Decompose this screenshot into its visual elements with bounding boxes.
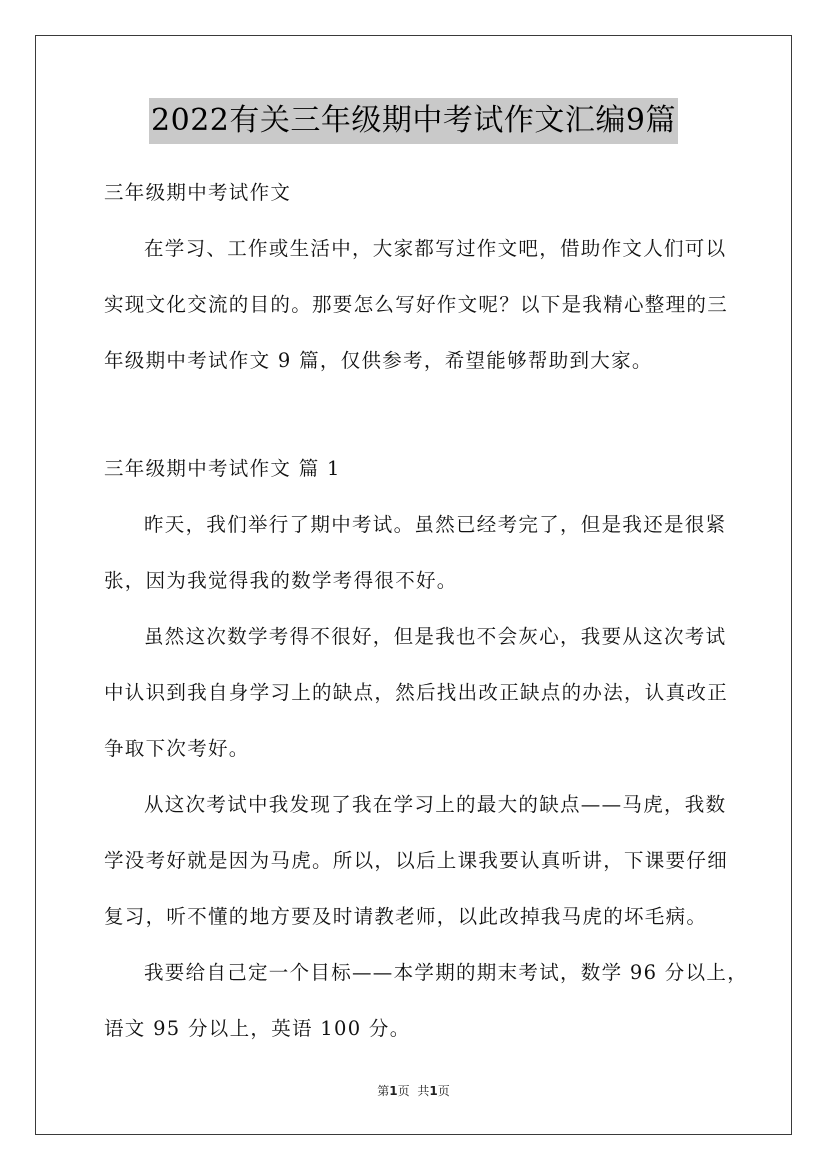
paragraph-line: 从这次考试中我发现了我在学习上的最大的缺点——马虎，我数 bbox=[144, 793, 727, 816]
article-heading: 三年级期中考试作文 篇 1 bbox=[104, 457, 341, 480]
intro-line: 在学习、工作或生活中，大家都写过作文吧，借助作文人们可以 bbox=[144, 237, 727, 260]
section-gap bbox=[104, 389, 728, 441]
paragraph-line: 中认识到我自身学习上的缺点，然后找出改正缺点的办法，认真改正 bbox=[104, 681, 729, 704]
footer-prefix: 第 bbox=[377, 1084, 390, 1098]
footer-total-unit: 页 bbox=[437, 1084, 450, 1098]
intro-line: 实现文化交流的目的。那要怎么写好作文呢？以下是我精心整理的三 bbox=[104, 293, 729, 316]
total-pages-number: 1 bbox=[429, 1084, 438, 1098]
page-footer bbox=[0, 1082, 827, 1099]
paragraph-line: 学没考好就是因为马虎。所以，以后上课我要认真听讲，下课要仔细 bbox=[104, 849, 729, 872]
paragraph-line: 语文 95 分以上，英语 100 分。 bbox=[104, 1017, 411, 1040]
paragraph-line: 复习，听不懂的地方要及时请教老师，以此改掉我马虎的坏毛病。 bbox=[104, 905, 708, 928]
title-container bbox=[0, 98, 827, 144]
paragraph-line: 虽然这次数学考得不很好，但是我也不会灰心，我要从这次考试 bbox=[144, 625, 727, 648]
footer-page-unit: 页 bbox=[397, 1084, 410, 1098]
document-title: 2022有关三年级期中考试作文汇编9篇 bbox=[149, 98, 678, 144]
intro-line: 年级期中考试作文 9 篇，仅供参考，希望能够帮助到大家。 bbox=[104, 349, 653, 372]
current-page-number: 1 bbox=[389, 1084, 398, 1098]
paragraph-line: 我要给自己定一个目标——本学期的期末考试，数学 96 分以上， bbox=[144, 961, 749, 984]
document-body bbox=[104, 165, 749, 1057]
footer-total-prefix: 共 bbox=[417, 1084, 430, 1098]
paragraph-line: 昨天，我们举行了期中考试。虽然已经考完了，但是我还是很紧 bbox=[144, 513, 727, 536]
paragraph-line: 争取下次考好。 bbox=[104, 737, 250, 760]
paragraph-line: 张，因为我觉得我的数学考得很不好。 bbox=[104, 569, 458, 592]
intro-heading: 三年级期中考试作文 bbox=[104, 181, 292, 204]
